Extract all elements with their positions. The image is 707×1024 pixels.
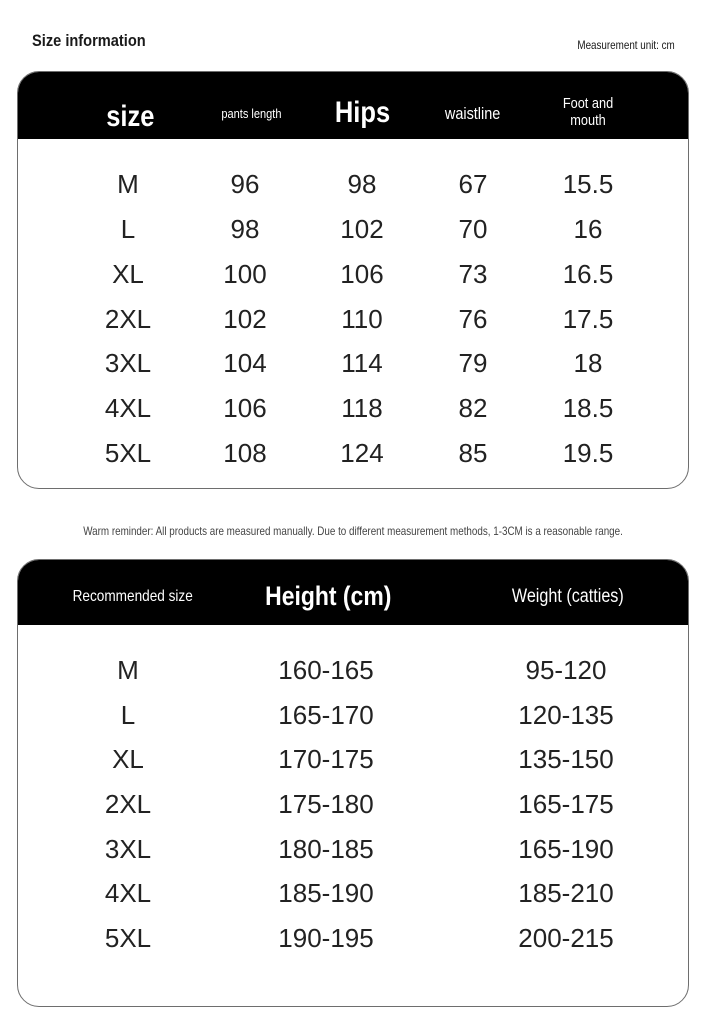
table-row (18, 923, 688, 968)
table-cell: 18 (573, 348, 603, 378)
table-cell: 190-195 (278, 923, 374, 953)
table-cell: 98 (230, 214, 260, 244)
table-cell: 180-185 (278, 834, 374, 864)
table-row (18, 169, 688, 214)
table-cell: 124 (340, 438, 384, 468)
table-row (18, 834, 688, 879)
table-cell: 165-175 (518, 789, 614, 819)
column-weight: Weight (catties) (512, 586, 624, 607)
table-row (18, 878, 688, 923)
recommend-table-header (18, 560, 688, 625)
table-cell: 2XL (104, 789, 152, 819)
table-cell: 3XL (104, 834, 152, 864)
column-waistline: waistline (445, 104, 501, 123)
table-cell: 106 (223, 393, 267, 423)
table-row (18, 744, 688, 789)
table-row (18, 348, 688, 393)
table-cell: 96 (230, 169, 260, 199)
table-cell: 2XL (104, 304, 152, 334)
table-cell: 102 (223, 304, 267, 334)
table-cell: 165-190 (518, 834, 614, 864)
table-cell: 19.5 (562, 438, 614, 468)
table-cell: 104 (223, 348, 267, 378)
column-hips: Hips (335, 96, 391, 129)
table-cell: L (120, 700, 136, 730)
table-cell: 175-180 (278, 789, 374, 819)
table-cell: 120-135 (518, 700, 614, 730)
warm-reminder (0, 524, 707, 538)
table-cell: 170-175 (278, 744, 374, 774)
table-cell: 76 (458, 304, 488, 334)
table-cell: 82 (458, 393, 488, 423)
table-cell: 108 (223, 438, 267, 468)
table-cell: 106 (340, 259, 384, 289)
table-cell: 110 (341, 304, 383, 334)
column-foot-and-mouth: Foot and mouth (562, 95, 614, 129)
table-cell: 16 (573, 214, 603, 244)
table-cell: 70 (458, 214, 488, 244)
table-cell: 95-120 (525, 655, 607, 685)
table-row (18, 655, 688, 700)
size-info-title: Size information (32, 31, 146, 50)
table-cell: 3XL (104, 348, 152, 378)
table-cell: 114 (341, 348, 383, 378)
column-pants-length: pants length (220, 106, 282, 121)
table-cell: 185-190 (278, 878, 374, 908)
recommend-table (17, 559, 689, 1007)
column-recommended-size: Recommended size (72, 588, 194, 605)
table-cell: M (117, 655, 139, 685)
column-height: Height (cm) (264, 581, 392, 611)
table-cell: 85 (458, 438, 488, 468)
table-cell: 16.5 (562, 259, 614, 289)
table-row (18, 214, 688, 259)
size-table-header (18, 72, 688, 139)
table-row (18, 438, 688, 483)
table-cell: L (120, 214, 136, 244)
table-cell: XL (112, 259, 144, 289)
table-cell: 118 (341, 393, 383, 423)
table-row (18, 393, 688, 438)
table-row (18, 700, 688, 745)
table-cell: 4XL (104, 393, 152, 423)
table-cell: 100 (223, 259, 267, 289)
size-table (17, 71, 689, 489)
table-cell: 135-150 (518, 744, 614, 774)
table-cell: 18.5 (562, 393, 614, 423)
table-cell: 185-210 (518, 878, 614, 908)
column-size: size (105, 100, 155, 133)
warm-reminder-text: Warm reminder: All products are measured manually. Due to different measurement methods, 1-3CM is a reasonable range. (83, 524, 624, 538)
table-row (18, 304, 688, 349)
table-cell: 4XL (104, 878, 152, 908)
table-row (18, 259, 688, 304)
table-cell: 73 (458, 259, 488, 289)
table-cell: M (117, 169, 139, 199)
table-cell: 102 (340, 214, 384, 244)
table-cell: 5XL (104, 438, 152, 468)
table-cell: 5XL (104, 923, 152, 953)
table-cell: 200-215 (518, 923, 614, 953)
table-cell: 67 (458, 169, 488, 199)
table-cell: 15.5 (562, 169, 614, 199)
table-cell: 79 (458, 348, 488, 378)
table-cell: 165-170 (278, 700, 374, 730)
table-cell: 17.5 (562, 304, 614, 334)
table-cell: XL (112, 744, 144, 774)
table-cell: 160-165 (278, 655, 374, 685)
table-row (18, 789, 688, 834)
measurement-unit: Measurement unit: cm (577, 38, 675, 52)
table-cell: 98 (347, 169, 377, 199)
